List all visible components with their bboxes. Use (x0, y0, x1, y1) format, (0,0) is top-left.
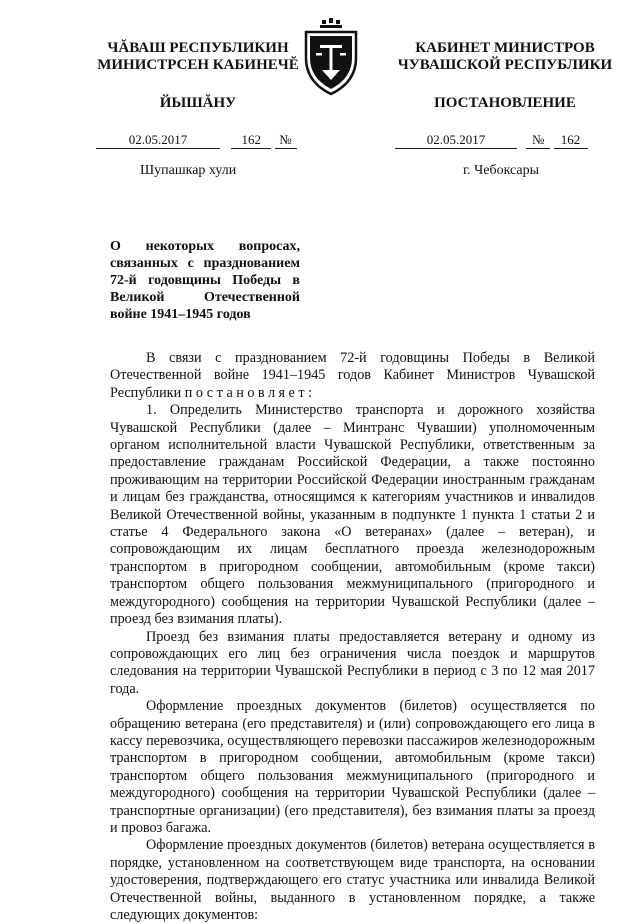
intro-text: В связи с празднованием 72-й годовщины Победы в Великой Отечественной войне 1941–1945 годов Кабинет Министров Чувашской Республики (110, 350, 595, 401)
decree-word: постановляет: (184, 384, 316, 401)
document-body (110, 350, 595, 924)
paragraph-4: Оформление проездных документов (билетов) ветерана осуществляется в порядке, установленном на соответствующем виде транспорта, на основании удостоверения, подтверждающего его статус участника или инвалида Великой Отечественной войны, выданного в установленном порядке, а также следующих документов: (110, 837, 595, 923)
registration-left (96, 132, 297, 149)
document-kind-russian: ПОСТАНОВЛЕНИЕ (434, 95, 576, 111)
city-chuvash: Шупашкар хули (140, 163, 237, 178)
registration-right (395, 132, 588, 149)
document-title: О некоторых вопросах, связанных с празднованием 72-й годовщины Победы в Великой Отечественной войне 1941–1945 годов (110, 239, 300, 322)
chuvash-emblem-icon (300, 18, 362, 98)
header-right-line2: ЧУВАШСКОЙ РЕСПУБЛИКИ (397, 57, 613, 73)
registration-date-left: 02.05.2017 (96, 132, 220, 149)
paragraph-2: Проезд без взимания платы предоставляется ветерану и одному из сопровождающих его лиц без ограничения числа поездок и маршрутов следования на территории Чувашской Республики в период с 3 по 12 мая 2017 года. (110, 628, 595, 697)
header-russian-block (385, 40, 625, 112)
header-left-line1: ЧĂВАШ РЕСПУБЛИКИН (107, 40, 289, 56)
header-right-line1: КАБИНЕТ МИНИСТРОВ (415, 40, 595, 56)
header-chuvash-block (88, 40, 308, 112)
registration-date-right: 02.05.2017 (395, 132, 517, 149)
registration-number-left: 162 (231, 132, 271, 149)
intro-paragraph (110, 350, 595, 402)
paragraph-3: Оформление проездных документов (билетов) осуществляется по обращению ветерана (его представителя) и (или) сопровождающего его лица в кассу перевозчика, осуществляющего перевозки пассажиров железнодорожным транспортом в пригородном сообщении, автомобильным (кроме такси) транспортом общего пользования межмуниципального (пригородного и междугородного) сообщения на территории Чувашской Республики (далее – транспортные организации) (его представителя), без взимания платы за проезд и провоз багажа. (110, 698, 595, 836)
registration-sign-right: № (526, 132, 550, 149)
city-russian: г. Чебоксары (463, 163, 540, 178)
paragraph-1: 1. Определить Министерство транспорта и дорожного хозяйства Чувашской Республики (далее – Минтранс Чувашии) уполномоченным органом исполнительной власти Чувашской Республики, ответственным за предоставление гражданам Российской Федерации, а также постоянно проживающим на территории Российской Федерации иностранным гражданам и лицам без гражданства, относящимся к категориям участников и инвалидов Великой Отечественной войны, указанным в подпункте 1 пункта 1 статьи 2 и статье 4 Федерального закона «О ветеранах» (далее – ветеран), и сопровождающим их лицам бесплатного проезда железнодорожным транспортом в пригородном сообщении, автомобильным (кроме такси) транспортом общего пользования межмуниципального (пригородного и междугородного) сообщения на территории Чувашской Республики (далее – проезд без взимания платы). (110, 402, 595, 628)
registration-number-right: 162 (554, 132, 588, 149)
registration-sign-left: № (275, 132, 297, 149)
header-left-line2: МИНИСТРСЕН КАБИНЕЧĔ (97, 57, 299, 73)
document-kind-chuvash: ЙЫШĂНУ (159, 95, 237, 111)
